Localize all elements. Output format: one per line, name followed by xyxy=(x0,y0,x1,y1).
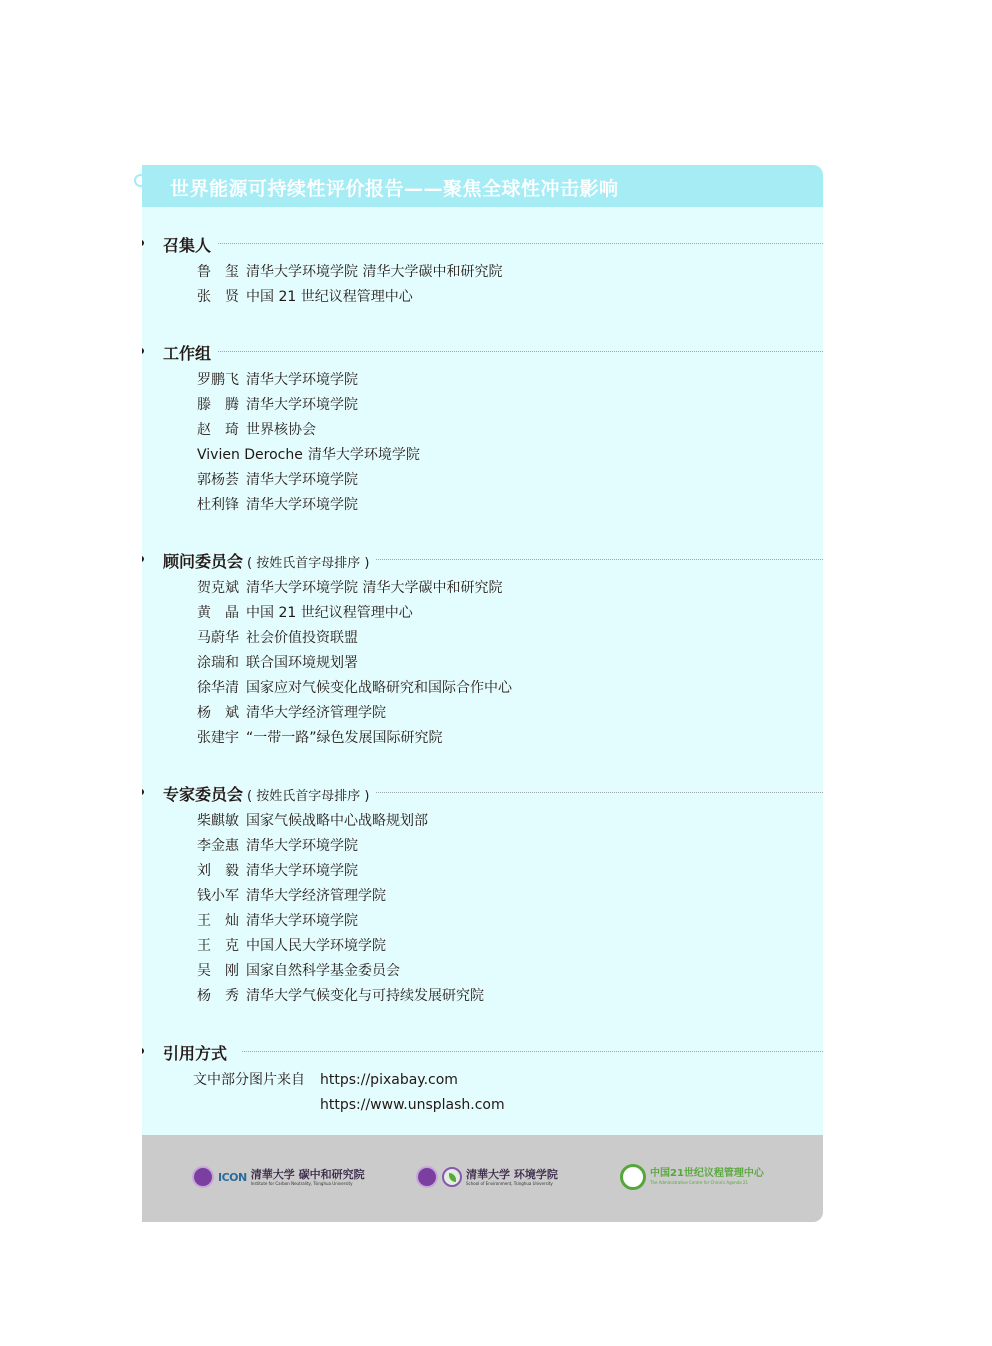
affiliation: 清华大学环境学院 xyxy=(246,838,358,854)
list-item xyxy=(197,962,484,987)
footer-logos xyxy=(142,1135,823,1222)
affiliation: 清华大学经济管理学院 xyxy=(246,705,386,721)
list-item xyxy=(197,471,420,496)
person-name: 鲁 玺 xyxy=(197,264,239,280)
bullet-icon xyxy=(142,789,144,795)
list-item xyxy=(197,371,420,396)
affiliation: 国家自然科学基金委员会 xyxy=(246,963,400,979)
person-name: 吴 刚 xyxy=(197,963,239,979)
person-name: 李金惠 xyxy=(197,838,239,854)
section-title: 召集人 xyxy=(163,236,212,255)
list-item xyxy=(197,937,484,962)
panel-header xyxy=(142,165,823,207)
person-name: 黄 晶 xyxy=(197,605,239,621)
logo-en-text: School of Environment, Tsinghua University xyxy=(466,1180,553,1186)
person-name: 郭杨荟 xyxy=(197,472,239,488)
section-title: 专家委员会 xyxy=(163,785,244,804)
affiliation: 国家应对气候变化战略研究和国际合作中心 xyxy=(246,680,512,696)
affiliation: 清华大学环境学院 xyxy=(246,472,358,488)
affiliation: 清华大学经济管理学院 xyxy=(246,888,386,904)
divider xyxy=(163,243,823,244)
bullet-icon xyxy=(142,348,144,354)
affiliation: “一带一路”绿色发展国际研究院 xyxy=(246,730,443,746)
bullet-icon xyxy=(142,1048,144,1054)
affiliation: 中国人民大学环境学院 xyxy=(246,938,386,954)
person-name: 张建宇 xyxy=(197,730,239,746)
tsinghua-seal-icon xyxy=(192,1166,214,1188)
leaf-icon xyxy=(442,1167,462,1187)
list-item xyxy=(197,812,484,837)
affiliation: 清华大学环境学院 xyxy=(246,863,358,879)
affiliation: 中国 21 世纪议程管理中心 xyxy=(246,289,413,305)
affiliation: 清华大学环境学院 xyxy=(246,913,358,929)
affiliation: 国家气候战略中心战略规划部 xyxy=(246,813,428,829)
affiliation: 清华大学环境学院 清华大学碳中和研究院 xyxy=(246,264,503,280)
person-name: Vivien Deroche xyxy=(197,447,303,463)
person-name: 滕 腾 xyxy=(197,397,239,413)
logo-cn-text: 清華大学 碳中和研究院 xyxy=(250,1167,365,1181)
affiliation: 世界核协会 xyxy=(246,422,316,438)
logo-cn-text: 中国21世纪议程管理中心 xyxy=(650,1168,764,1179)
list-item xyxy=(197,887,484,912)
person-name: 王 克 xyxy=(197,938,239,954)
entry-list xyxy=(197,371,420,521)
person-name: 徐华清 xyxy=(197,680,239,696)
list-item xyxy=(197,446,420,471)
person-name: 涂瑞和 xyxy=(197,655,239,671)
sort-note: ( 按姓氏首字母排序 ) xyxy=(247,789,370,804)
section-title: 引用方式 xyxy=(163,1044,228,1063)
list-item xyxy=(197,604,512,629)
affiliation: 中国 21 世纪议程管理中心 xyxy=(246,605,413,621)
icon-institute-logo xyxy=(192,1166,365,1188)
credits-panel xyxy=(142,165,823,1222)
icon-badge: ICON xyxy=(218,1170,247,1184)
person-name: 杨 斌 xyxy=(197,705,239,721)
list-item xyxy=(197,421,420,446)
entry-list xyxy=(197,263,502,313)
person-name: 刘 毅 xyxy=(197,863,239,879)
person-name: 马蔚华 xyxy=(197,630,239,646)
list-item xyxy=(197,729,512,754)
affiliation: 清华大学环境学院 xyxy=(307,447,420,463)
agenda21-seal-icon xyxy=(620,1164,646,1190)
affiliation: 社会价值投资联盟 xyxy=(246,630,358,646)
divider xyxy=(163,1051,823,1052)
environment-school-logo xyxy=(416,1166,558,1188)
list-item xyxy=(197,629,512,654)
section-title: 顾问委员会 xyxy=(163,552,244,571)
person-name: 柴麒敏 xyxy=(197,813,239,829)
citation-label: 文中部分图片来自 xyxy=(193,1072,305,1088)
list-item xyxy=(197,679,512,704)
list-item xyxy=(197,496,420,521)
sort-note: ( 按姓氏首字母排序 ) xyxy=(247,556,370,571)
affiliation: 清华大学环境学院 xyxy=(246,372,358,388)
citation-link[interactable]: https://pixabay.com xyxy=(320,1072,458,1088)
list-item xyxy=(197,288,502,313)
agenda21-logo xyxy=(620,1164,764,1190)
logo-cn-text: 清華大学 环境学院 xyxy=(466,1167,558,1181)
list-item xyxy=(197,263,502,288)
logo-en-text: Institute for Carbon Neutrality, Tsinghua University xyxy=(250,1180,353,1186)
bullet-icon xyxy=(142,556,144,562)
tsinghua-seal-icon xyxy=(416,1166,438,1188)
affiliation: 清华大学气候变化与可持续发展研究院 xyxy=(246,988,484,1004)
affiliation: 清华大学环境学院 xyxy=(246,397,358,413)
person-name: 王 灿 xyxy=(197,913,239,929)
affiliation: 清华大学环境学院 xyxy=(246,497,358,513)
person-name: 杜利锋 xyxy=(197,497,239,513)
list-item xyxy=(197,654,512,679)
person-name: 杨 秀 xyxy=(197,988,239,1004)
person-name: 贺克斌 xyxy=(197,580,239,596)
entry-list xyxy=(197,812,484,1012)
affiliation: 清华大学环境学院 清华大学碳中和研究院 xyxy=(246,580,503,596)
section-title: 工作组 xyxy=(163,344,212,363)
divider xyxy=(163,351,823,352)
person-name: 赵 琦 xyxy=(197,422,239,438)
list-item xyxy=(197,704,512,729)
list-item xyxy=(197,579,512,604)
report-title: 世界能源可持续性评价报告——聚焦全球性冲击影响 xyxy=(170,178,619,200)
list-item xyxy=(197,862,484,887)
bullet-icon xyxy=(142,240,144,246)
list-item xyxy=(197,396,420,421)
citation-block xyxy=(193,1071,505,1121)
list-item xyxy=(197,912,484,937)
list-item xyxy=(197,837,484,862)
person-name: 罗鹏飞 xyxy=(197,372,239,388)
citation-link[interactable]: https://www.unsplash.com xyxy=(320,1097,505,1113)
affiliation: 联合国环境规划署 xyxy=(246,655,358,671)
logo-en-text: The Administrative Centre for China's Agenda 21 xyxy=(650,1180,749,1185)
list-item xyxy=(197,987,484,1012)
entry-list xyxy=(197,579,512,754)
person-name: 钱小军 xyxy=(197,888,239,904)
person-name: 张 贤 xyxy=(197,289,239,305)
